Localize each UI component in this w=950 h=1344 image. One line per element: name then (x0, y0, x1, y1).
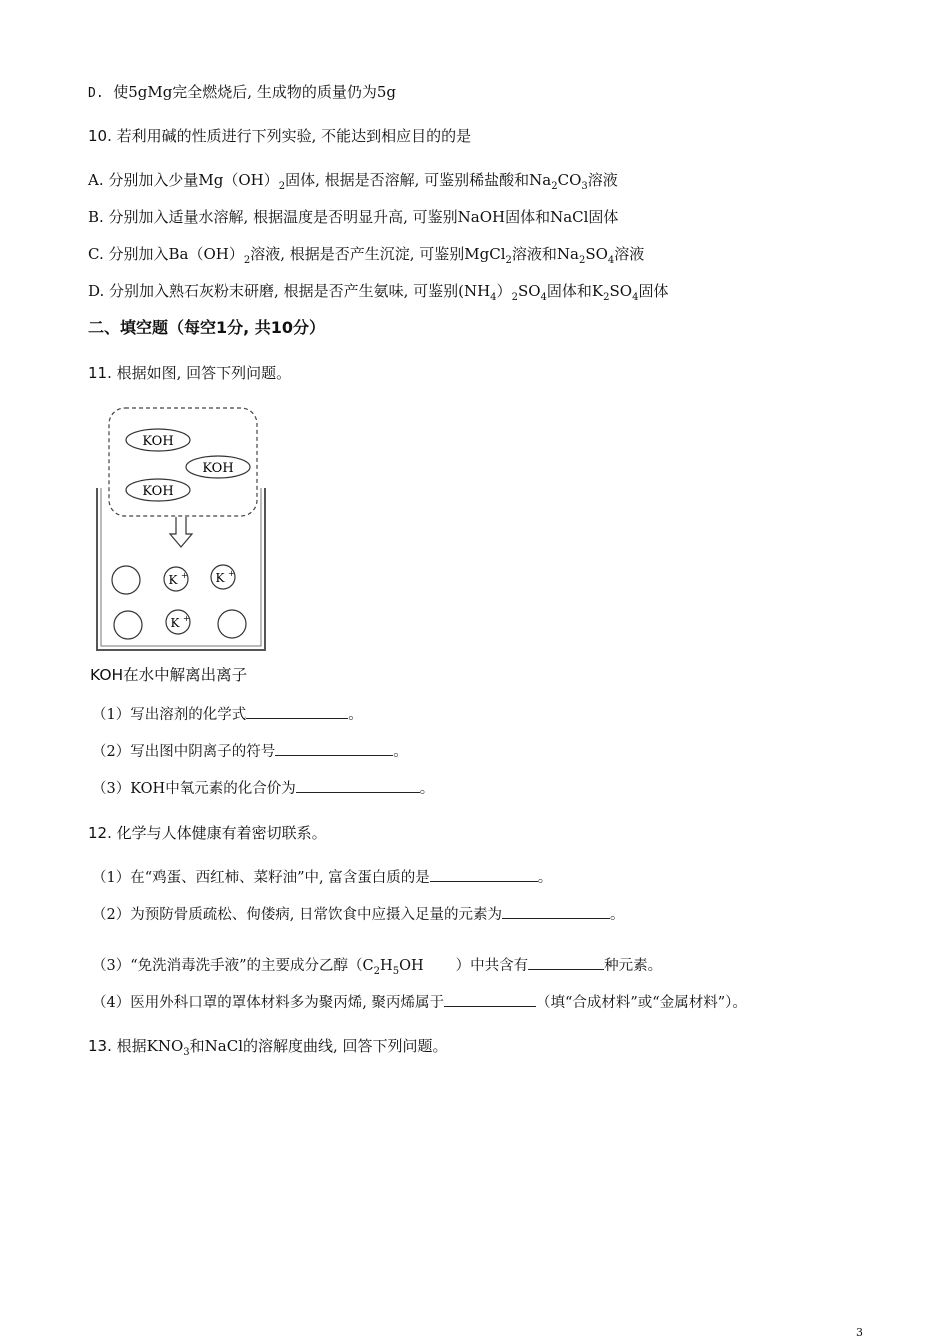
question-text: 化学与人体健康有着密切联系。 (116, 824, 327, 842)
q11-part-2 (92, 741, 408, 762)
subscript: 2 (578, 255, 586, 266)
potassium-ion (164, 567, 188, 591)
subscript: 4 (632, 292, 639, 303)
text: ）中共含有 (455, 958, 529, 974)
q10-stem (88, 126, 471, 146)
answer-blank[interactable] (296, 778, 420, 793)
q12-part-3 (92, 955, 662, 982)
subscript: 5 (392, 965, 400, 977)
text: SO (585, 245, 608, 263)
koh-molecule (126, 429, 190, 451)
anion-circle (114, 611, 142, 639)
text: OH (399, 958, 424, 974)
subscript: 3 (183, 1047, 190, 1058)
subscript: 4 (540, 292, 547, 303)
question-number: 10. (88, 127, 112, 145)
text: （填“合成材料”或“金属材料”）。 (535, 995, 747, 1011)
anion-circle (112, 566, 140, 594)
ion-label: K (168, 573, 178, 587)
q12-stem (88, 823, 327, 843)
text: CO (557, 171, 582, 189)
ion-charge: + (181, 571, 188, 580)
q11-part-3 (92, 778, 434, 799)
subscript: 4 (607, 255, 615, 266)
page-number: 3 (856, 1326, 863, 1339)
text: C. 分别加入Ba（OH） (88, 245, 244, 263)
q12-part-2 (92, 904, 624, 925)
text: 固体, 根据是否溶解, 可鉴别稀盐酸和Na (285, 171, 552, 189)
koh-molecule (186, 456, 250, 478)
q11-stem (88, 363, 291, 383)
molecule-label: KOH (142, 484, 174, 499)
molecule-label: KOH (202, 461, 234, 476)
q10-option-b (88, 207, 618, 227)
subscript: 2 (505, 255, 512, 266)
question-number: 13. (88, 1037, 112, 1055)
answer-blank[interactable] (502, 904, 610, 919)
subscript: 2 (511, 292, 518, 303)
subscript: 2 (551, 181, 558, 192)
text: （4）医用外科口罩的罩体材料多为聚丙烯, 聚丙烯属于 (92, 995, 444, 1011)
subscript: 2 (603, 292, 610, 303)
text: 溶液 (614, 245, 645, 263)
potassium-ion (211, 565, 235, 589)
answer-blank[interactable] (430, 867, 538, 882)
text: SO (517, 282, 541, 300)
text: 。 (348, 707, 363, 723)
question-number: 12. (88, 824, 112, 842)
text: 溶液和Na (511, 245, 579, 263)
potassium-ion (166, 610, 190, 634)
text: B. 分别加入适量水溶解, 根据温度是否明显升高, 可鉴别NaOH固体和NaCl固体 (88, 208, 619, 226)
ion-label: K (170, 616, 180, 630)
koh-molecule (126, 479, 190, 501)
text: （3）“免洗消毒洗手液”的主要成分乙醇（C (92, 958, 374, 974)
text: （1）写出溶剂的化学式 (92, 707, 247, 723)
q9-option-d (88, 82, 396, 104)
text: ） (496, 282, 512, 300)
text: D. 分别加入熟石灰粉末研磨, 根据是否产生氨味, 可鉴别(NH (88, 282, 491, 300)
ion-charge: + (183, 614, 190, 623)
text: 。 (393, 744, 408, 760)
q12-part-4 (92, 992, 747, 1013)
down-arrow-icon (170, 517, 192, 547)
ion-charge: + (228, 569, 235, 578)
text: 溶液, 根据是否产生沉淀, 可鉴别MgCl (250, 245, 506, 263)
text: （3）KOH中氧元素的化合价为 (92, 781, 296, 797)
molecule-label: KOH (142, 434, 174, 449)
text: （1）在“鸡蛋、西红柿、菜籽油”中, 富含蛋白质的是 (92, 870, 430, 886)
text: （2）写出图中阴离子的符号 (92, 744, 276, 760)
answer-blank[interactable] (275, 741, 393, 756)
koh-dissociation-figure (85, 400, 285, 700)
ion-label: K (215, 571, 225, 585)
answer-blank[interactable] (444, 992, 536, 1007)
text: 固体和K (546, 282, 604, 300)
text: （2）为预防骨质疏松、佝偻病, 日常饮食中应摄入足量的元素为 (92, 907, 502, 923)
question-text: 若利用碱的性质进行下列实验, 不能达到相应目的的是 (116, 127, 472, 145)
text: A. 分别加入少量Mg（OH） (88, 171, 279, 189)
q10-option-c (88, 244, 644, 271)
option-letter: D. (88, 86, 104, 101)
section-heading: 二、填空题（每空1分, 共10分） (88, 318, 326, 337)
figure-caption: KOH在水中解离出离子 (90, 666, 248, 684)
text: 溶液 (587, 171, 618, 189)
text: SO (609, 282, 633, 300)
text: 根据KNO (116, 1037, 184, 1055)
answer-blank[interactable] (246, 704, 348, 719)
text: 。 (609, 907, 625, 923)
option-text: 使5gMg完全燃烧后, 生成物的质量仍为5g (113, 83, 396, 101)
anion-circle (218, 610, 246, 638)
q13-stem (88, 1036, 448, 1063)
subscript: 4 (490, 292, 497, 303)
question-text: 根据如图, 回答下列问题。 (116, 364, 292, 382)
q10-option-a (88, 170, 618, 197)
text: 固体 (638, 282, 669, 300)
question-number: 11. (88, 364, 112, 382)
q10-option-d (88, 281, 668, 308)
text: 。 (419, 781, 435, 797)
text: 种元素。 (604, 958, 663, 974)
subscript: 2 (373, 965, 381, 977)
q12-part-1 (92, 867, 552, 888)
text: H (380, 958, 393, 974)
subscript: 2 (278, 181, 286, 192)
text: 。 (537, 870, 553, 886)
subscript: 3 (581, 181, 588, 192)
answer-blank[interactable] (528, 955, 604, 970)
text: 和NaCl的溶解度曲线, 回答下列问题。 (189, 1037, 448, 1055)
q11-part-1 (92, 704, 363, 725)
subscript: 2 (243, 255, 251, 266)
